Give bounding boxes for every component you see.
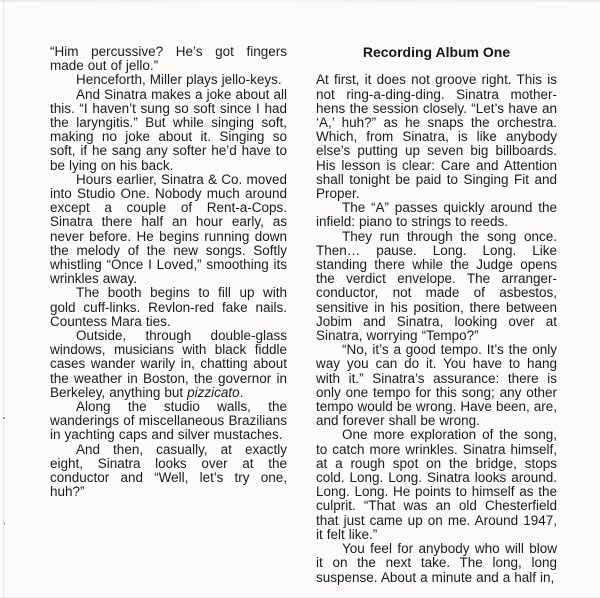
paragraph: Henceforth, Miller plays jello-keys. bbox=[76, 72, 282, 88]
right-column bbox=[316, 45, 557, 585]
paragraph: “No, it’s a good tempo. It’s the only way you can do it. You have to hang with it.” Sinatra’s assurance: there is only one tempo for this song; any other tempo would be wrong. Have been, are, and forever shall be wrong. bbox=[316, 342, 558, 429]
paragraph: The booth begins to fill up with gold cuff-links. Revlon-red fake nails. Countess Mara ties. bbox=[50, 285, 287, 329]
scan-edge-left bbox=[3, 0, 4, 598]
paragraph: And then, casually, at exactly eight, Sinatra looks over at the conductor and “Well, let’s try one, huh?” bbox=[50, 441, 287, 500]
scan-speck bbox=[4, 522, 5, 525]
paragraph: Hours earlier, Sinatra & Co. moved into Studio One. Nobody much around except a couple of Rent-a-Cops. Sinatra there half an hour early, as never before. He begins running down the melody of the new songs. Softly whistling “Once I Loved,” smoothing its wrinkles away. bbox=[50, 171, 287, 287]
paragraph: Along the studio walls, the wanderings of miscellaneous Brazilians in yachting caps and silver mustaches. bbox=[50, 399, 287, 443]
paragraph: At first, it does not groove right. This is not ring-a-ding-ding. Sinatra mother-hens the session closely. “Let’s have an ‘A,’ huh?” as he snaps the orchestra. Which, from Sinatra, is like anybody else’s putting up seven big billboards. His lesson is clear: Care and Attention shall tonight be paid to Singing Fit and Proper. bbox=[316, 72, 557, 202]
italic-word: pizzicato bbox=[187, 384, 240, 400]
paragraph: You feel for anybody who will blow it on the next take. The long, long suspense. About a minute and a half in, bbox=[316, 541, 557, 585]
scan-speck bbox=[3, 417, 5, 419]
paragraph: The “A” passes quickly around the infield: piano to strings to reeds. bbox=[316, 200, 557, 230]
paragraph-text: . bbox=[239, 384, 244, 400]
left-column bbox=[50, 45, 287, 585]
two-column-text-layout bbox=[50, 45, 557, 585]
paragraph: They run through the song once. Then… pause. Long. Long. Like standing there while the Judge opens the verdict envelope. The arranger-conductor, not made of asbestos, sensitive in his position, there between Jobim and Sinatra, looking over at Sinatra, worrying “Tempo?” bbox=[316, 228, 557, 344]
paragraph: One more exploration of the song, to catch more wrinkles. Sinatra himself, at a rough spot on the bridge, stops cold. Long. Long. Sinatra looks around. Long. Long. He points to himself as the culprit. “That was an old Chesterfield that just came up on me. Around 1947, it felt like.” bbox=[316, 427, 557, 542]
paragraph: “Him percussive? He’s got fingers made out of jello.” bbox=[50, 44, 287, 74]
paragraph-text: Outside, through double-glass windows, musicians with black fiddle cases wander warily in, chatting about the weather in Boston, the governor in Berkeley, anything but bbox=[50, 328, 287, 400]
paragraph bbox=[50, 329, 287, 400]
paragraph: And Sinatra makes a joke about all this. “I haven’t sung so soft since I had the laryngitis.” But while singing soft, making no joke about it. Singing so soft, if he sang any softer he’d have to be lying on his back. bbox=[50, 86, 287, 173]
section-heading: Recording Album One bbox=[362, 44, 511, 60]
scan-edge-top bbox=[0, 0, 600, 2]
